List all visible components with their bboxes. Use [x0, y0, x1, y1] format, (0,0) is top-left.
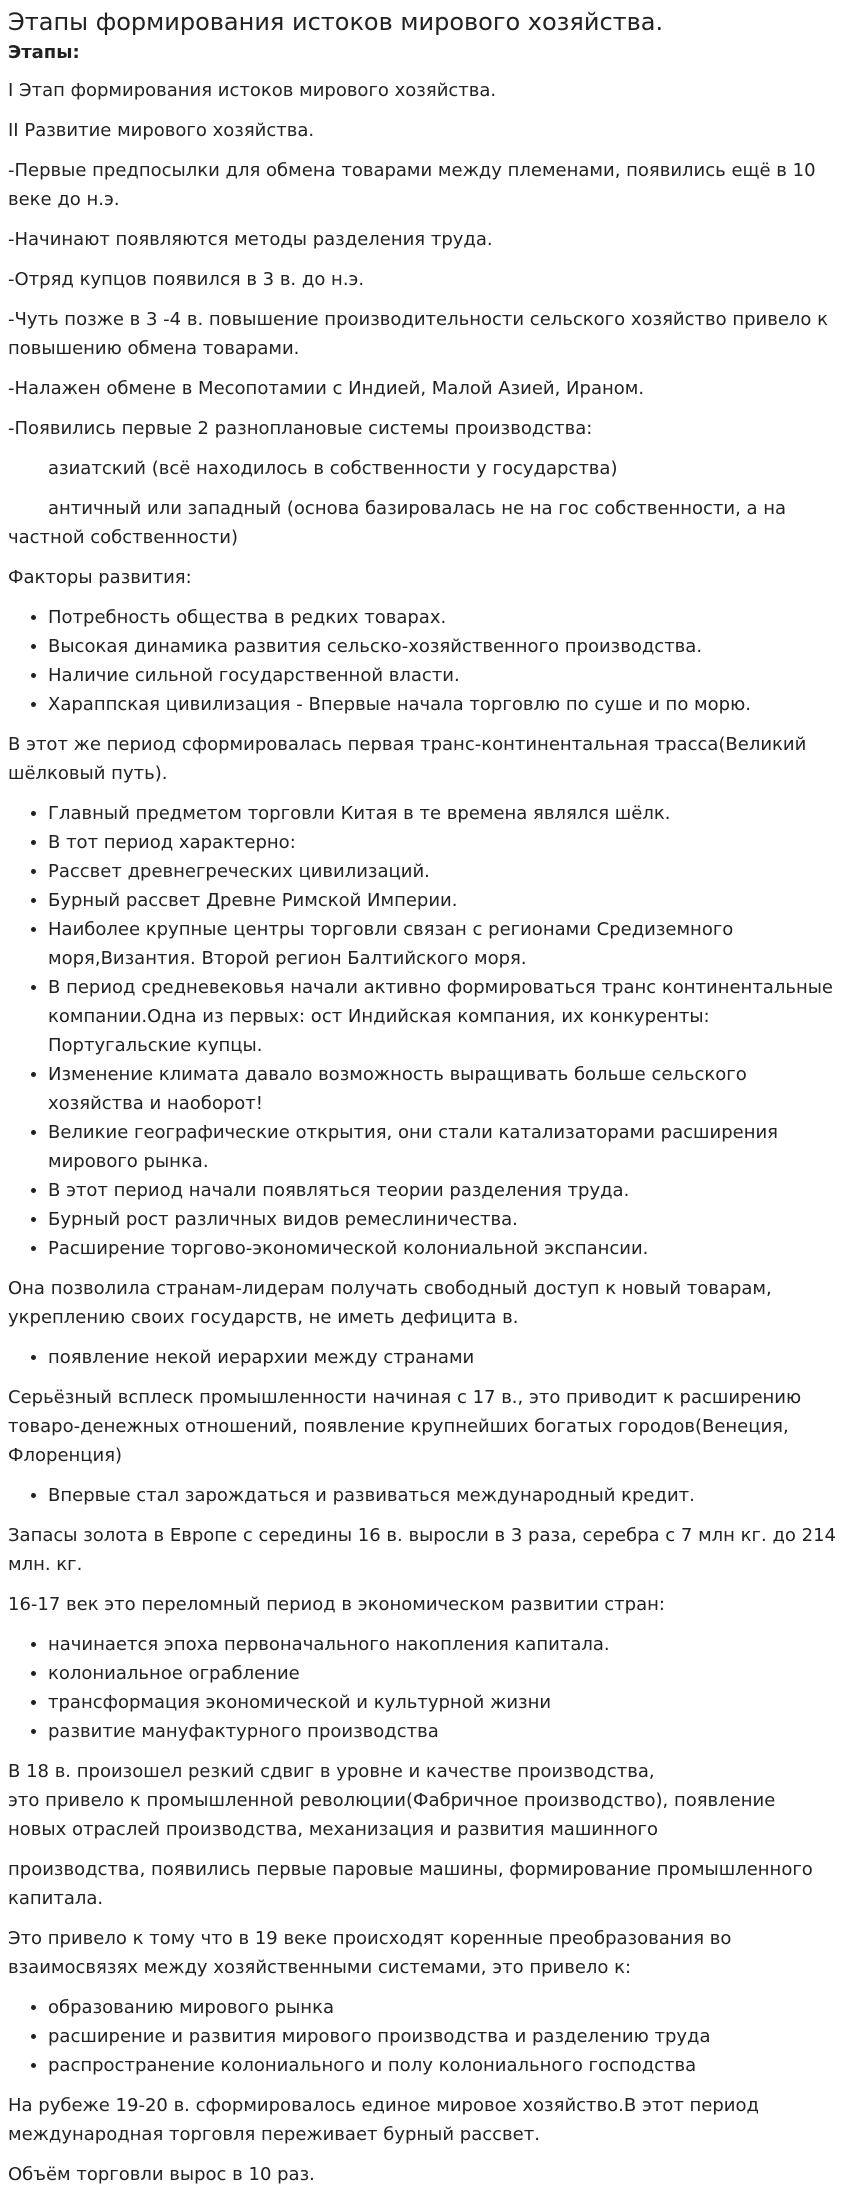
paragraph-turning-point: 16-17 век это переломный период в экономическом развитии стран: — [8, 1594, 665, 1615]
page-title: Этапы формирования истоков мирового хозяйства. — [8, 8, 664, 36]
paragraph-factors: Факторы развития: — [8, 567, 192, 588]
transformations-list — [8, 1993, 839, 2080]
list-item: • начинается эпоха первоначального накопления капитала. — [48, 1630, 839, 1659]
paragraph-labor-division: -Начинают появляются методы разделения труда. — [8, 229, 493, 250]
list-item: • колониальное ограбление — [48, 1659, 839, 1688]
paragraph-gold: Запасы золота в Европе с середины 16 в. выросли в 3 раза, серебра с 7 млн кг. до 214 млн. кг. — [8, 1525, 836, 1575]
18th-century-line-2: это привело к промышленной революции(Фабричное производство), появление новых отраслей производства, механизация и развития машинного — [8, 1790, 776, 1840]
paragraph-systems: -Появились первые 2 разноплановые системы производства: — [8, 418, 593, 439]
antique-system-line-2: частной собственности) — [8, 527, 238, 548]
list-item: • В тот период характерно: — [48, 828, 839, 857]
18th-century-line-1: В 18 в. произошел резкий сдвиг в уровне и качестве производства, — [8, 1761, 655, 1782]
paragraph-industry: Серьёзный всплеск промышленности начиная с 17 в., это приводит к расширению товаро-денежных отношений, появление крупнейших богатых городов(Венеция, Флоренция) — [8, 1387, 802, 1466]
list-item: • трансформация экономической и культурной жизни — [48, 1688, 839, 1717]
list-item: • Расширение торгово-экономической колониальной экспансии. — [48, 1234, 839, 1263]
list-item: • Наиболее крупные центры торговли связан с регионами Средиземного моря,Византия. Второй регион Балтийского моря. — [48, 915, 839, 973]
list-item: • Великие географические открытия, они стали катализаторами расширения мирового рынка. — [48, 1118, 839, 1176]
paragraph-19th-century: Это привело к тому что в 19 веке происходят коренные преобразования во взаимосвязях между хозяйственными системами, это привело к: — [8, 1928, 732, 1978]
antique-system-line-1: античный или западный (основа базировалась не на гос собственности, а на — [48, 498, 787, 519]
stages-heading: Этапы: — [8, 42, 80, 63]
paragraph-antique-system — [8, 494, 839, 552]
paragraph-steam: производства, появились первые паровые машины, формирование промышленного капитала. — [8, 1859, 813, 1909]
credit-list — [8, 1481, 839, 1510]
paragraph-stage-1: I Этап формирования истоков мирового хозяйства. — [8, 80, 497, 101]
list-item: • Наличие сильной государственной власти. — [48, 661, 839, 690]
paragraph-productivity: -Чуть позже в 3 -4 в. повышение производительности сельского хозяйство привело к повышению обмена товарами. — [8, 309, 829, 359]
paragraph-trade-volume: Объём торговли вырос в 10 раз. — [8, 2164, 315, 2185]
period-list — [8, 799, 839, 1263]
list-item: • образованию мирового рынка — [48, 1993, 839, 2022]
paragraph-world-economy: На рубеже 19-20 в. сформировалось единое мировое хозяйство.В этот период международная торговля переживает бурный рассвет. — [8, 2095, 759, 2145]
paragraph-silk-road: В этот же период сформировалась первая транс-континентальная трасса(Великий шёлковый путь). — [8, 734, 807, 784]
list-item: • Изменение климата давало возможность выращивать больше сельского хозяйства и наоборот! — [48, 1060, 839, 1118]
list-item: • появление некой иерархии между странами — [48, 1343, 839, 1372]
paragraph-stage-2: II Развитие мирового хозяйства. — [8, 120, 315, 141]
list-item: • Высокая динамика развития сельско-хозяйственного производства. — [48, 632, 839, 661]
paragraph-asian-system: азиатский (всё находилось в собственности у государства) — [48, 458, 618, 479]
list-item: • Бурный рассвет Древне Римской Империи. — [48, 886, 839, 915]
factors-list — [8, 603, 839, 719]
list-item: • В этот период начали появляться теории разделения труда. — [48, 1176, 839, 1205]
hierarchy-list — [8, 1343, 839, 1372]
paragraph-preconditions: -Первые предпосылки для обмена товарами между племенами, появились ещё в 10 веке до н.э. — [8, 160, 816, 210]
turning-point-list — [8, 1630, 839, 1746]
list-item: • Главный предметом торговли Китая в те времена являлся шёлк. — [48, 799, 839, 828]
list-item: • развитие мануфактурного производства — [48, 1717, 839, 1746]
paragraph-mesopotamia: -Налажен обмене в Месопотамии с Индией, Малой Азией, Ираном. — [8, 378, 645, 399]
list-item: • В период средневековья начали активно формироваться транс континентальные компании.Одна из первых: ост Индийская компания, их конкуренты: Португальские купцы. — [48, 973, 839, 1060]
paragraph-18th-century — [8, 1757, 839, 1844]
paragraph-leaders: Она позволила странам-лидерам получать свободный доступ к новый товарам, укреплению своих государств, не иметь дефицита в. — [8, 1278, 772, 1328]
list-item: • Хараппская цивилизация - Впервые начала торговлю по суше и по морю. — [48, 690, 839, 719]
paragraph-merchants: -Отряд купцов появился в 3 в. до н.э. — [8, 269, 365, 290]
list-item: • Впервые стал зарождаться и развиваться международный кредит. — [48, 1481, 839, 1510]
list-item: • распространение колониального и полу колониального господства — [48, 2051, 839, 2080]
list-item: • Рассвет древнегреческих цивилизаций. — [48, 857, 839, 886]
list-item: • расширение и развития мирового производства и разделению труда — [48, 2022, 839, 2051]
list-item: • Бурный рост различных видов ремеслиничества. — [48, 1205, 839, 1234]
list-item: • Потребность общества в редких товарах. — [48, 603, 839, 632]
